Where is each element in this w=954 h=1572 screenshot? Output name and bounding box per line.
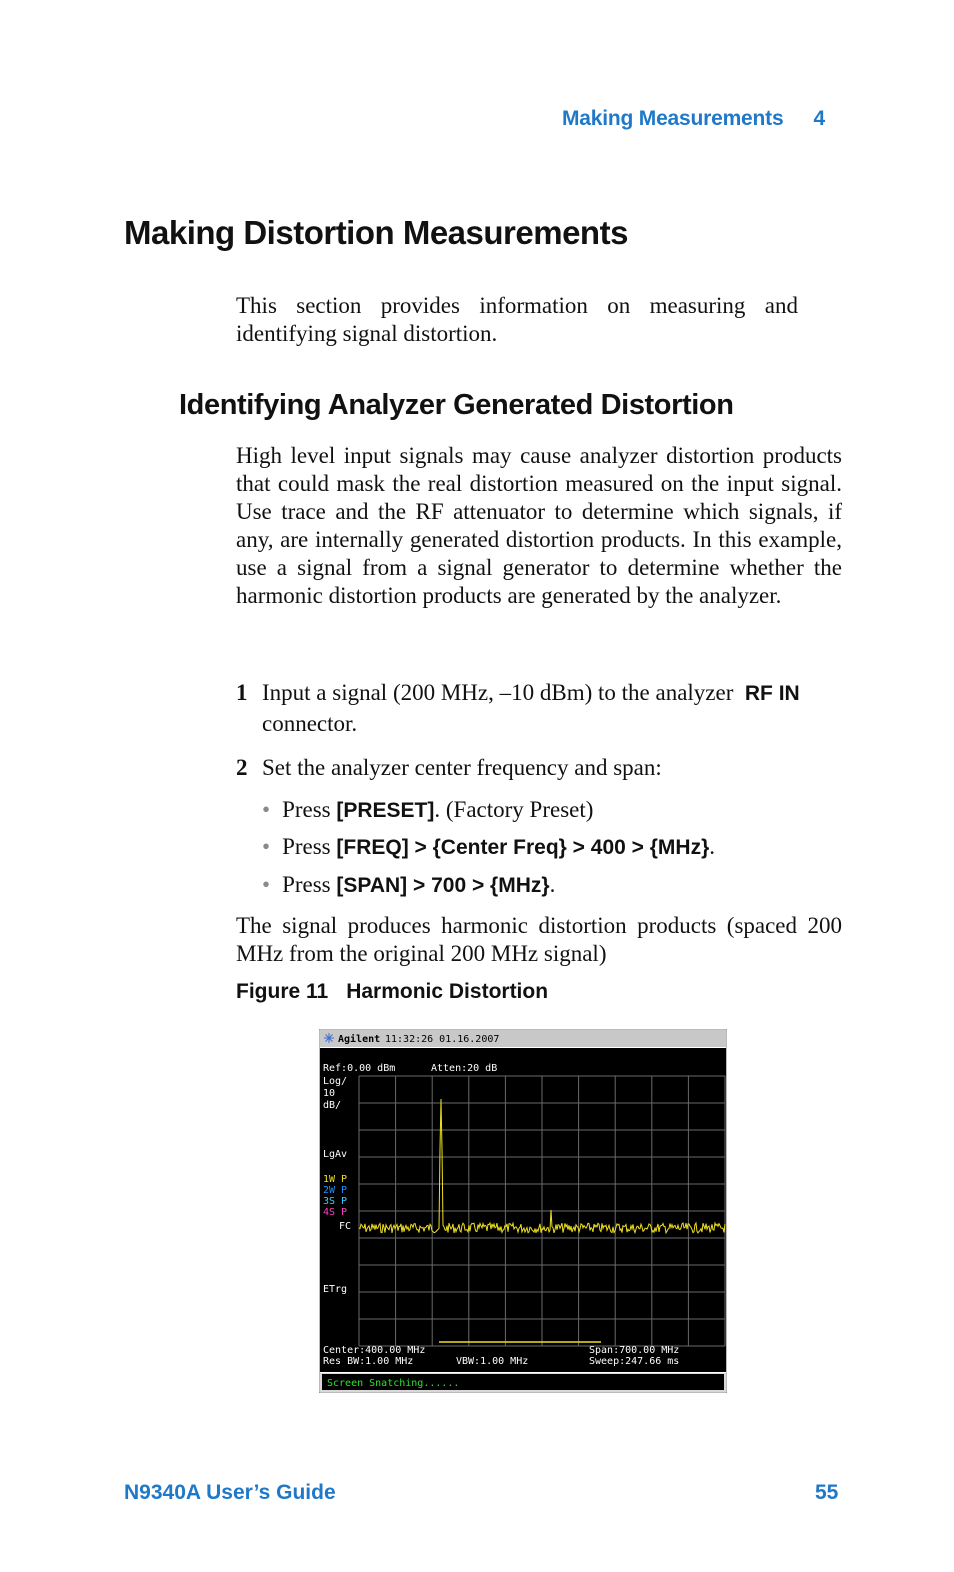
bullet-suffix: . (549, 872, 556, 897)
side-label-unit: dB/ (323, 1100, 342, 1111)
footer-page-number: 55 (815, 1481, 839, 1504)
bullet-dot-icon: • (262, 872, 271, 897)
step-2 (236, 753, 836, 783)
screen-title-bar (320, 1030, 726, 1047)
figure-caption (236, 980, 548, 1004)
screen-datetime: 11:32:26 01.16.2007 (385, 1034, 500, 1045)
figure-label: Figure 11 (236, 980, 329, 1003)
chapter-number: 4 (813, 107, 825, 130)
screen-res-bw: Res BW:1.00 MHz (323, 1356, 414, 1367)
bullet-preset (262, 795, 593, 826)
rf-in-key: RF IN (744, 682, 800, 705)
step-text: Set the analyzer center frequency and span: (262, 755, 662, 780)
screen-sweep: Sweep:247.66 ms (589, 1356, 680, 1367)
side-label-log: Log/ (323, 1076, 348, 1087)
side-label-scale: 10 (323, 1088, 336, 1099)
intro-paragraph: This section provides information on measuring and identifying signal distortion. (236, 293, 798, 346)
screen-vbw: VBW:1.00 MHz (456, 1356, 529, 1367)
screen-span: Span:700.00 MHz (589, 1345, 680, 1356)
step-text-b: connector. (262, 711, 358, 736)
bullet-dot-icon: • (262, 797, 271, 822)
bullet-dot-icon: • (262, 834, 271, 859)
analyzer-screenshot (319, 1029, 727, 1393)
section-title: Making Distortion Measurements (124, 214, 628, 251)
screen-status-text: Screen Snatching...... (327, 1378, 460, 1389)
step-number: 2 (236, 755, 248, 780)
screen-display (320, 1048, 726, 1372)
agilent-logo-icon (324, 1033, 334, 1043)
bullet-suffix: . (Factory Preset) (434, 797, 594, 822)
press-word: Press (282, 797, 331, 822)
running-header (562, 107, 825, 131)
key-sequence: [FREQ] > {Center Freq} > 400 > {MHz} (336, 836, 710, 859)
side-label-lgav: LgAv (323, 1149, 348, 1160)
figure-title: Harmonic Distortion (346, 980, 549, 1003)
body-paragraph-1: High level input signals may cause analyzer distortion products that could mask the real distortion measured on the input signal. Use trace and the RF attenuator to determine which signals, if any, are internally generated distortion products. In this example, use a signal from a signal generator to determine whether the harmonic distortion products are generated by the analyzer. (236, 443, 842, 608)
chapter-title: Making Measurements (562, 107, 784, 130)
step-number: 1 (236, 680, 248, 705)
screen-brand: Agilent (338, 1034, 381, 1045)
side-label-trace2: 2W P (323, 1185, 348, 1196)
footer-guide-title: N9340A User’s Guide (124, 1481, 336, 1504)
step-text-a: Input a signal (200 MHz, –10 dBm) to the analyzer (262, 680, 734, 705)
step-1 (236, 678, 836, 739)
side-label-trace1: 1W P (323, 1174, 348, 1185)
step-text (262, 678, 836, 739)
bullet-freq (262, 832, 715, 863)
side-label-trace4: 4S P (323, 1207, 348, 1218)
screen-center-freq: Center:400.00 MHz (323, 1345, 426, 1356)
subsection-title: Identifying Analyzer Generated Distortion (179, 389, 734, 421)
screen-ref-level: Ref:0.00 dBm (323, 1063, 396, 1074)
key-sequence: [PRESET] (336, 799, 435, 822)
screen-attenuation: Atten:20 dB (431, 1063, 498, 1074)
bullet-span (262, 870, 555, 901)
side-label-etrg: ETrg (323, 1284, 348, 1295)
key-sequence: [SPAN] > 700 > {MHz} (336, 874, 550, 897)
press-word: Press (282, 872, 331, 897)
press-word: Press (282, 834, 331, 859)
body-paragraph-2: The signal produces harmonic distortion products (spaced 200 MHz from the original 200 MHz signal) (236, 913, 842, 966)
side-label-trace3: 3S P (323, 1196, 348, 1207)
bullet-suffix: . (709, 834, 715, 859)
side-label-fc: FC (339, 1221, 352, 1232)
